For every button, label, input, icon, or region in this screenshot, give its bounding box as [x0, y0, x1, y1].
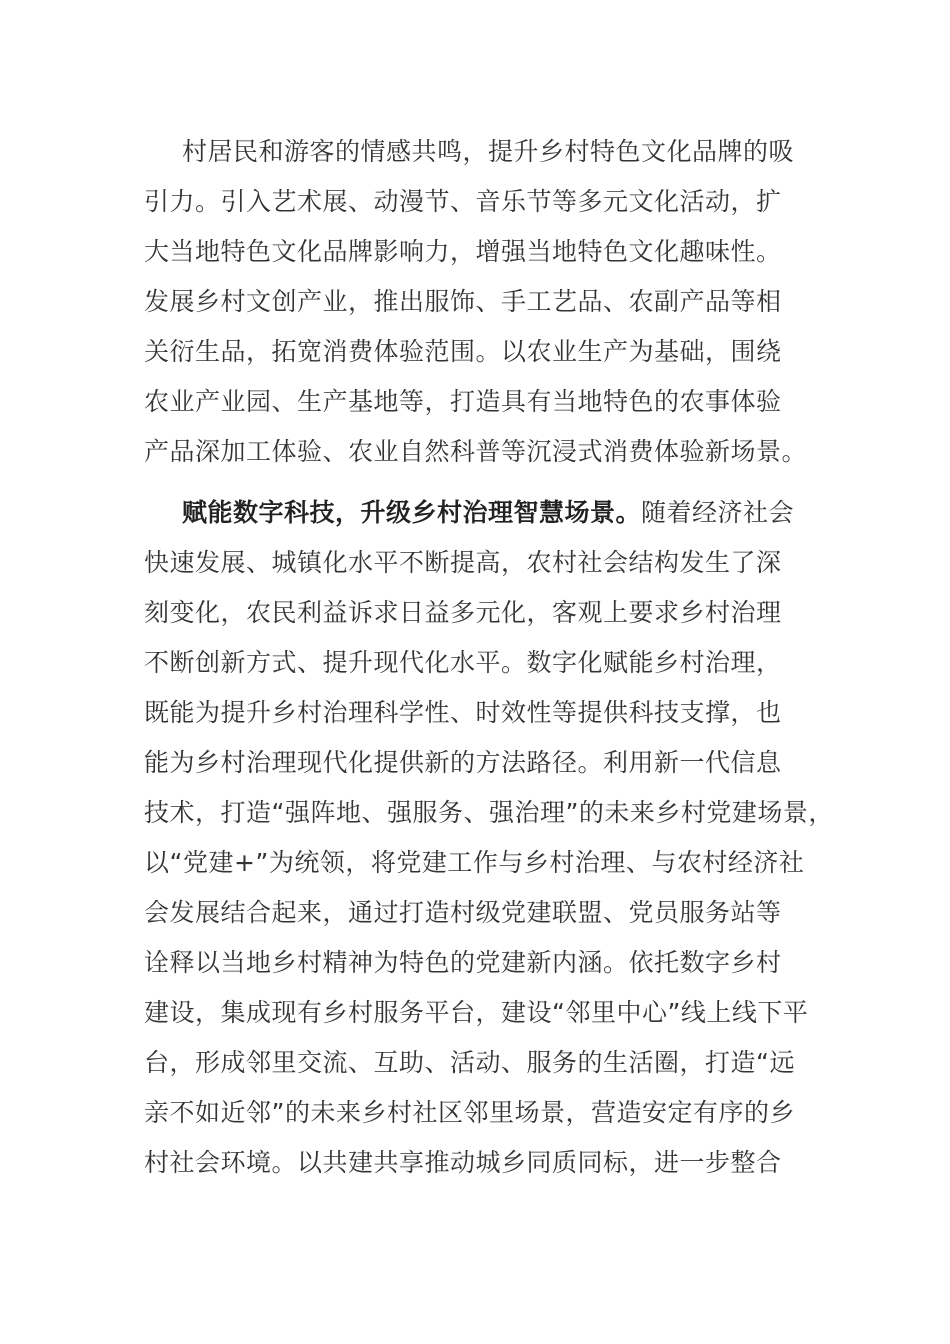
paragraph-line: 建设，集成现有乡村服务平台，建设“邻里中心”线上线下平 — [144, 998, 809, 1027]
paragraph-line: 村居民和游客的情感共鸣，提升乡村特色文化品牌的吸 — [182, 137, 795, 166]
paragraph-line: 台，形成邻里交流、互助、活动、服务的生活圈，打造“远 — [144, 1048, 795, 1077]
paragraph-line: 不断创新方式、提升现代化水平。数字化赋能乡村治理， — [144, 648, 782, 677]
paragraph-line: 农业产业园、生产基地等，打造具有当地特色的农事体验 — [144, 387, 782, 416]
paragraph-line: 引力。引入艺术展、动漫节、音乐节等多元文化活动，扩 — [144, 187, 782, 216]
paragraph-line: 快速发展、城镇化水平不断提高，农村社会结构发生了深 — [144, 548, 782, 577]
paragraph-line-rest: 随着经济社会 — [641, 498, 795, 527]
paragraph-first-line — [144, 488, 824, 538]
paragraph-digital-governance — [144, 488, 834, 1188]
paragraph-line: 既能为提升乡村治理科学性、时效性等提供科技支撑，也 — [144, 698, 782, 727]
paragraph-line: 村社会环境。以共建共享推动城乡同质同标，进一步整合 — [144, 1148, 782, 1177]
paragraph-line: 亲不如近邻”的未来乡村社区邻里场景，营造安定有序的乡 — [144, 1098, 795, 1127]
paragraph-line: 能为乡村治理现代化提供新的方法路径。利用新一代信息 — [144, 748, 782, 777]
paragraph-line: 刻变化，农民利益诉求日益多元化，客观上要求乡村治理 — [144, 598, 782, 627]
paragraph-line: 关衍生品，拓宽消费体验范围。以农业生产为基础，围绕 — [144, 337, 782, 366]
paragraph-line: 诠释以当地乡村精神为特色的党建新内涵。依托数字乡村 — [144, 948, 782, 977]
paragraph-line: 产品深加工体验、农业自然科普等沉浸式消费体验新场景。 — [144, 437, 808, 466]
paragraph-line: 技术，打造“强阵地、强服务、强治理”的未来乡村党建场景， — [144, 798, 834, 827]
paragraph-line: 以“党建+”为统领，将党建工作与乡村治理、与农村经济社 — [144, 848, 805, 877]
paragraph-line: 发展乡村文创产业，推出服饰、手工艺品、农副产品等相 — [144, 287, 782, 316]
paragraph-line: 会发展结合起来，通过打造村级党建联盟、党员服务站等 — [144, 898, 782, 927]
section-heading: 赋能数字科技，升级乡村治理智慧场景。 — [182, 498, 642, 527]
paragraph-culture — [144, 127, 824, 477]
paragraph-line: 大当地特色文化品牌影响力，增强当地特色文化趣味性。 — [144, 237, 782, 266]
